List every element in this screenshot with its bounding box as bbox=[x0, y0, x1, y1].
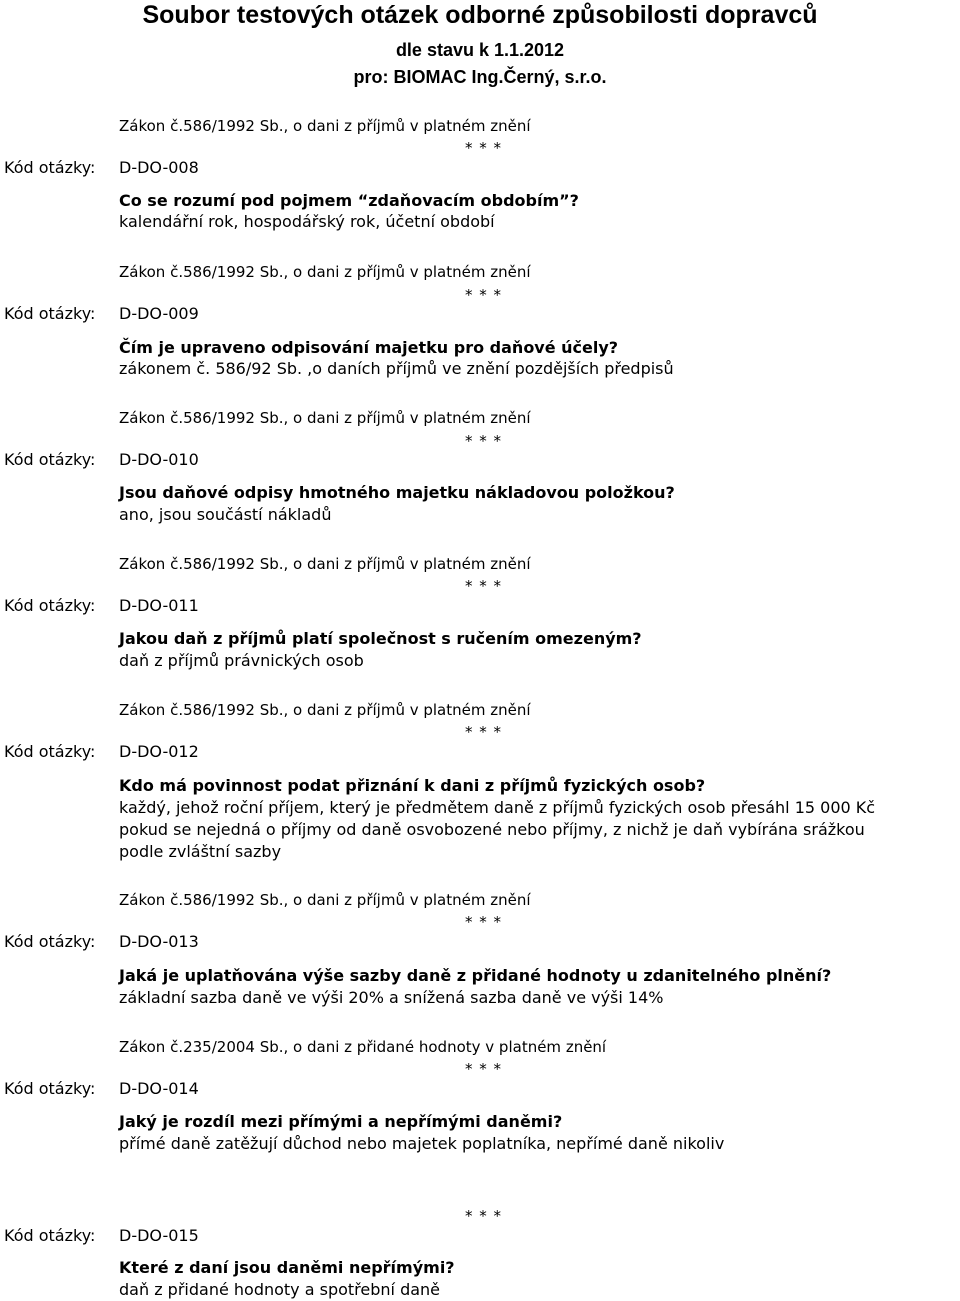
client-name: pro: BIOMAC Ing.Černý, s.r.o. bbox=[353, 67, 607, 87]
question-code: D-DO-010 bbox=[119, 450, 199, 469]
question-code: D-DO-014 bbox=[119, 1079, 199, 1098]
law-reference: Zákon č.586/1992 Sb., o dani z příjmů v platném znění bbox=[119, 701, 531, 719]
answer-text: každý, jehož roční příjem, který je předmětem daně z příjmů fyzických osob přesáhl 15 000 Kč bbox=[119, 798, 876, 817]
document-title: Soubor testových otázek odborné způsobilosti dopravců bbox=[142, 1, 818, 29]
answer-text: ano, jsou součástí nákladů bbox=[119, 505, 332, 524]
law-reference: Zákon č.586/1992 Sb., o dani z příjmů v platném znění bbox=[119, 555, 531, 573]
question-text: Jsou daňové odpisy hmotného majetku nákladovou položkou? bbox=[119, 483, 675, 502]
question-text: Které z daní jsou daněmi nepřímými? bbox=[119, 1258, 455, 1277]
separator-stars: * * * bbox=[465, 286, 503, 304]
question-code-label: Kód otázky: bbox=[4, 1079, 96, 1098]
question-text: Čím je upraveno odpisování majetku pro daňové účely? bbox=[119, 338, 619, 357]
separator-stars: * * * bbox=[465, 1060, 503, 1078]
question-code: D-DO-013 bbox=[119, 932, 199, 951]
question-text: Co se rozumí pod pojmem “zdaňovacím obdobím”? bbox=[119, 191, 579, 210]
separator-stars: * * * bbox=[465, 723, 503, 741]
law-reference: Zákon č.586/1992 Sb., o dani z příjmů v platném znění bbox=[119, 409, 531, 427]
separator-stars: * * * bbox=[465, 577, 503, 595]
answer-text: základní sazba daně ve výši 20% a snížená sazba daně ve výši 14% bbox=[119, 988, 664, 1007]
question-code: D-DO-011 bbox=[119, 596, 199, 615]
law-reference: Zákon č.586/1992 Sb., o dani z příjmů v platném znění bbox=[119, 263, 531, 281]
law-reference: Zákon č.235/2004 Sb., o dani z přidané hodnoty v platném znění bbox=[119, 1038, 607, 1056]
question-code-label: Kód otázky: bbox=[4, 450, 96, 469]
law-reference: Zákon č.586/1992 Sb., o dani z příjmů v platném znění bbox=[119, 117, 531, 135]
question-text: Kdo má povinnost podat přiznání k dani z příjmů fyzických osob? bbox=[119, 776, 706, 795]
question-code-label: Kód otázky: bbox=[4, 1226, 96, 1245]
status-date: dle stavu k 1.1.2012 bbox=[395, 40, 565, 60]
question-code-label: Kód otázky: bbox=[4, 304, 96, 323]
answer-text: podle zvláštní sazby bbox=[119, 842, 282, 861]
separator-stars: * * * bbox=[465, 913, 503, 931]
question-code: D-DO-012 bbox=[119, 742, 199, 761]
question-code: D-DO-008 bbox=[119, 158, 199, 177]
question-code-label: Kód otázky: bbox=[4, 158, 96, 177]
question-text: Jaká je uplatňována výše sazby daně z přidané hodnoty u zdanitelného plnění? bbox=[119, 966, 832, 985]
answer-text: přímé daně zatěžují důchod nebo majetek poplatníka, nepřímé daně nikoliv bbox=[119, 1134, 725, 1153]
answer-text: zákonem č. 586/92 Sb. ,o daních příjmů ve znění pozdějších předpisů bbox=[119, 359, 674, 378]
answer-text: kalendářní rok, hospodářský rok, účetní období bbox=[119, 212, 495, 231]
answer-text: daň z příjmů právnických osob bbox=[119, 651, 364, 670]
separator-stars: * * * bbox=[465, 1207, 503, 1225]
question-code-label: Kód otázky: bbox=[4, 596, 96, 615]
question-text: Jakou daň z příjmů platí společnost s ručením omezeným? bbox=[119, 629, 642, 648]
question-code-label: Kód otázky: bbox=[4, 932, 96, 951]
separator-stars: * * * bbox=[465, 432, 503, 450]
answer-text: daň z přidané hodnoty a spotřební daně bbox=[119, 1280, 441, 1299]
law-reference: Zákon č.586/1992 Sb., o dani z příjmů v platném znění bbox=[119, 891, 531, 909]
separator-stars: * * * bbox=[465, 139, 503, 157]
question-code-label: Kód otázky: bbox=[4, 742, 96, 761]
answer-text: pokud se nejedná o příjmy od daně osvobozené nebo příjmy, z nichž je daň vybírána srážkou bbox=[119, 820, 865, 839]
question-code: D-DO-015 bbox=[119, 1226, 199, 1245]
question-code: D-DO-009 bbox=[119, 304, 199, 323]
question-text: Jaký je rozdíl mezi přímými a nepřímými daněmi? bbox=[119, 1112, 563, 1131]
